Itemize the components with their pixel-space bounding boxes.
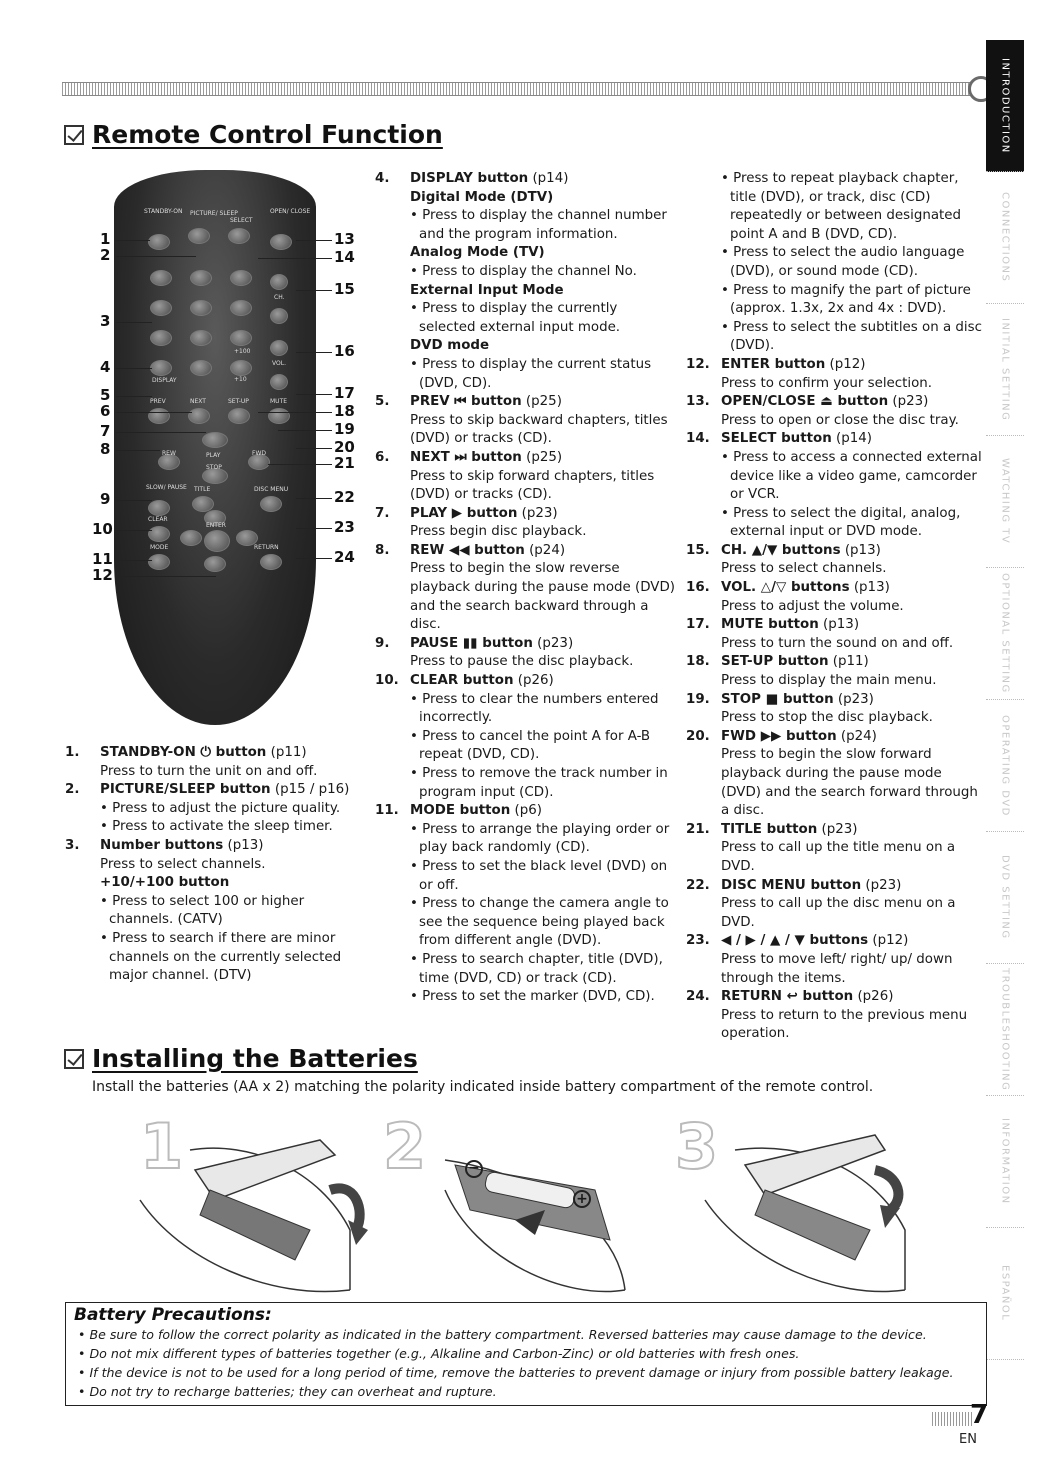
item-4 [375, 170, 675, 393]
page-ref: (p23) [517, 505, 558, 521]
item-title: PLAY ▶ button [410, 505, 518, 521]
prev-button[interactable] [148, 408, 170, 424]
page-ref: (p12) [825, 356, 866, 372]
digit-1-button[interactable] [150, 270, 172, 286]
plus-polarity-icon: + [573, 1190, 591, 1208]
callout-line [116, 530, 152, 531]
item-title: NEXT ⏭ button [410, 449, 522, 465]
page-ref: (p23) [888, 394, 929, 410]
label-rew: REW [162, 450, 176, 457]
item-bullet: • Press to set the black level (DVD) on or off. [410, 858, 675, 895]
callout-line [116, 432, 206, 433]
tab-espanol[interactable]: ESPAÑOL [986, 1228, 1024, 1360]
callout-1: 1 [100, 230, 111, 248]
item-bullet: • Press to select the subtitles on a disc (DVD). [721, 319, 982, 356]
page-ref: (p25) [521, 449, 563, 465]
battery-insertion-illustration [395, 1110, 645, 1300]
tab-watching-tv[interactable]: WATCHING TV [986, 436, 1024, 568]
item-desc: Press to call up the disc menu on a DVD. [721, 896, 956, 930]
callout-line [116, 256, 196, 257]
item-title: CH. ▲/▼ buttons [721, 542, 841, 558]
item-desc: Press to confirm your selection. [721, 375, 933, 391]
item-number: 1. [65, 745, 80, 760]
display-button[interactable] [150, 360, 172, 376]
callout-line [296, 558, 332, 559]
callout-line [296, 290, 332, 291]
item-number: 3. [65, 837, 80, 853]
precaution-item: • Do not mix different types of batteries together (e.g., Alkaline and Carbon-Zinc) or old batteries with fresh ones. [74, 1344, 978, 1363]
item-number: 9. [375, 635, 390, 651]
page-ref: (p24) [524, 542, 566, 558]
item-title: RETURN ↩ button [721, 989, 854, 1005]
page-ref: (p12) [868, 933, 909, 949]
callout-21: 21 [334, 454, 355, 472]
mode-button[interactable] [148, 554, 170, 570]
callout-6: 6 [100, 402, 111, 420]
item-title: DISPLAY button [410, 171, 529, 186]
item-subheading: Analog Mode (TV) [410, 245, 545, 261]
item-bullet: • Press to magnify the part of picture (approx. 1.3x, 2x and 4x : DVD). [721, 282, 982, 319]
item-bullet: • Press to search chapter, title (DVD), time (DVD, CD) or track (CD). [410, 951, 675, 988]
page-ref: (p23) [833, 691, 874, 707]
remote-heading [64, 120, 443, 149]
item-10 [375, 672, 675, 802]
battery-step-2 [383, 1110, 645, 1300]
callout-line [258, 412, 332, 413]
item-desc: Press begin disc playback. [410, 524, 587, 540]
callout-line [296, 352, 332, 353]
item-number: 4. [375, 171, 390, 186]
item-23 [686, 932, 982, 988]
label-picture: PICTURE/ SLEEP [190, 210, 238, 217]
page-ref: (p13) [223, 837, 264, 853]
item-17 [686, 616, 982, 653]
item-bullet: • Press to set the marker (DVD, CD). [410, 988, 675, 1007]
item-title: SET-UP button [721, 654, 829, 670]
item-bullet: • Press to arrange the playing order or play back randomly (CD). [410, 821, 675, 858]
callout-line [116, 500, 152, 501]
page-language: EN [959, 1432, 977, 1447]
vol-down-button[interactable] [270, 374, 288, 390]
item-title: ◀ / ▶ / ▲ / ▼ buttons [721, 933, 869, 949]
callout-3: 3 [100, 312, 111, 330]
callout-line [268, 464, 332, 465]
item-21 [686, 821, 982, 877]
item-number: 19. [686, 691, 710, 707]
item-3 [65, 837, 355, 986]
callout-9: 9 [100, 490, 111, 508]
label-play: PLAY [206, 452, 221, 459]
item-16 [686, 579, 982, 616]
column-1 [65, 744, 355, 986]
item-number: 14. [686, 431, 710, 447]
callout-7: 7 [100, 422, 111, 440]
item-title: MODE button [410, 803, 511, 819]
item-title: PAUSE ▮▮ button [410, 635, 533, 651]
item-title: CLEAR button [410, 673, 514, 689]
select-button[interactable] [228, 228, 250, 244]
callout-18: 18 [334, 402, 355, 420]
item-bullet: • Press to cancel the point A for A-B repeat (DVD, CD). [410, 728, 675, 765]
column-3 [686, 170, 982, 1044]
picture-sleep-button[interactable] [188, 228, 210, 244]
callout-line [296, 528, 332, 529]
item-subheading: DVD mode [410, 338, 490, 354]
label-return: RETURN [254, 544, 279, 551]
item-8 [375, 542, 675, 635]
label-plus100: +100 [234, 348, 251, 355]
page-ref: (p11) [828, 654, 869, 670]
item-bullet: • Press to display the channel No. [410, 263, 675, 282]
digit-6-button[interactable] [230, 300, 252, 316]
item-desc: Press to turn the unit on and off. [100, 763, 318, 779]
digit-8-button[interactable] [190, 330, 212, 346]
item-subheading: +10/+100 button [100, 875, 230, 891]
callout-line [258, 258, 332, 259]
tab-initial-setting[interactable]: INITIAL SETTING [986, 304, 1024, 436]
item-number: 11. [375, 803, 399, 819]
item-19 [686, 691, 982, 728]
page-ref: (p13) [818, 617, 860, 633]
remote-heading-text: Remote Control Function [92, 120, 443, 149]
callout-line [116, 368, 152, 369]
minus-polarity-icon: − [465, 1160, 483, 1178]
item-desc: Press to display the main menu. [721, 673, 937, 689]
pause-button[interactable] [148, 500, 170, 516]
callout-line [278, 430, 332, 431]
label-vol: VOL. [272, 360, 286, 367]
precautions-title: Battery Precautions: [74, 1305, 272, 1325]
label-display: DISPLAY [152, 377, 177, 384]
page-ref: (p14) [528, 171, 569, 186]
item-number: 13. [686, 394, 710, 410]
label-slow: SLOW/ PAUSE [146, 484, 187, 491]
item-bullet: • Press to search if there are minor channels on the currently selected major channel. (DTV) [100, 930, 355, 986]
item-bullet: • Press to repeat playback chapter, title (DVD), or track, disc (CD) repeatedly or between designated point A and B (DVD, CD). [721, 170, 982, 244]
page-ref: (p14) [831, 431, 872, 447]
item-bullet: • Press to change the camera angle to see the sequence being played back from different angle (DVD). [410, 895, 675, 951]
item-number: 5. [375, 394, 390, 410]
page-ref: (p6) [510, 803, 543, 819]
digit-9-button[interactable] [230, 330, 252, 346]
enter-button[interactable] [204, 530, 230, 552]
callout-22: 22 [334, 488, 355, 506]
page-ref: (p26) [853, 989, 894, 1005]
item-bullet: • Press to display the currently selected external input mode. [410, 300, 675, 337]
item-desc: Press to call up the title menu on a DVD. [721, 840, 956, 874]
page-number-stripe [932, 1412, 972, 1426]
page-ref: (p26) [513, 673, 554, 689]
item-desc: Press to skip backward chapters, titles (DVD) or tracks (CD). [410, 412, 668, 447]
tab-connections[interactable]: CONNECTIONS [986, 172, 1024, 304]
item-11 [375, 802, 675, 1007]
page-ref: (p11) [266, 745, 307, 760]
item-bullet: • Press to activate the sleep timer. [100, 818, 355, 837]
item-1 [65, 744, 355, 781]
left-arrow-button[interactable] [180, 530, 202, 546]
label-open: OPEN/ CLOSE [270, 208, 311, 215]
label-enter: ENTER [206, 522, 226, 529]
item-number: 17. [686, 617, 710, 633]
page-ref: (p15 / p16) [270, 782, 350, 798]
next-button[interactable] [188, 408, 210, 424]
disc-menu-button[interactable] [260, 496, 282, 512]
callout-23: 23 [334, 518, 355, 536]
tab-troubleshooting[interactable]: TROUBLESHOOTING [986, 964, 1024, 1096]
page-ref: (p23) [532, 635, 574, 651]
callout-line [296, 498, 332, 499]
precaution-item: • Do not try to recharge batteries; they can overheat and rupture. [74, 1382, 978, 1401]
item-title: FWD ▶▶ button [721, 728, 837, 744]
item-number: 20. [686, 728, 710, 744]
page-ref: (p23) [861, 877, 902, 893]
label-fwd: FWD [252, 450, 267, 457]
item-title: Number buttons [100, 837, 224, 853]
callout-13: 13 [334, 230, 355, 248]
digit-5-button[interactable] [190, 300, 212, 316]
batteries-heading-text: Installing the Batteries [92, 1044, 418, 1073]
item-number: 6. [375, 449, 390, 465]
callout-line [116, 396, 152, 397]
item-11-continued [686, 170, 982, 356]
item-20 [686, 728, 982, 821]
digit-2-button[interactable] [190, 270, 212, 286]
callout-20: 20 [334, 438, 355, 456]
item-title: MUTE button [721, 617, 819, 633]
ch-down-button[interactable] [270, 308, 288, 324]
tab-information[interactable]: INFORMATION [986, 1096, 1024, 1228]
item-title: REW ◀◀ button [410, 542, 525, 558]
item-bullet: • Press to select the audio language (DVD), or sound mode (CD). [721, 244, 982, 281]
batteries-heading [64, 1044, 418, 1073]
callout-11: 11 [92, 550, 113, 568]
item-number: 8. [375, 542, 390, 558]
battery-step-3 [675, 1110, 925, 1300]
precaution-item: • Be sure to follow the correct polarity as indicated in the battery compartment. Reversed batteries may cause damage to the device. [74, 1325, 978, 1344]
item-6 [375, 449, 675, 505]
item-number: 12. [686, 356, 710, 372]
tab-optional-setting[interactable]: OPTIONAL SETTING [986, 568, 1024, 700]
item-desc: Press to select channels. [100, 856, 266, 872]
tab-dvd-setting[interactable]: DVD SETTING [986, 832, 1024, 964]
label-mute: MUTE [270, 398, 288, 405]
open-close-button[interactable] [270, 234, 292, 250]
tab-introduction[interactable]: INTRODUCTION [986, 40, 1024, 172]
item-title: VOL. △/▽ buttons [721, 580, 850, 596]
item-9 [375, 635, 675, 672]
label-mode: MODE [150, 544, 169, 551]
item-desc: Press to move left/ right/ up/ down through the items. [721, 951, 953, 986]
item-18 [686, 653, 982, 690]
remote-body [114, 170, 316, 725]
page-ref: (p13) [849, 580, 890, 596]
item-bullet: • Press to select 100 or higher channels. (CATV) [100, 893, 355, 930]
item-number-blank [686, 170, 721, 356]
label-title: TITLE [194, 486, 211, 493]
item-number: 10. [375, 673, 399, 689]
callout-19: 19 [334, 420, 355, 438]
item-number: 24. [686, 989, 710, 1005]
setup-button[interactable] [228, 408, 250, 424]
item-22 [686, 877, 982, 933]
item-number: 15. [686, 542, 710, 558]
callout-2: 2 [100, 246, 111, 264]
item-title: TITLE button [721, 821, 818, 837]
section-tabs [986, 40, 1024, 1360]
callout-line [116, 322, 152, 323]
item-subheading: External Input Mode [410, 282, 564, 298]
precaution-item: • If the device is not to be used for a long period of time, remove the batteries to prevent damage or injury from possible battery leakage. [74, 1363, 978, 1382]
callout-line [116, 560, 152, 561]
item-number: 21. [686, 821, 710, 837]
step-number: 1 [140, 1110, 184, 1183]
battery-step-1 [120, 1110, 370, 1300]
item-15 [686, 542, 982, 579]
item-7 [375, 505, 675, 542]
item-number: 16. [686, 580, 710, 596]
item-desc: Press to open or close the disc tray. [721, 412, 959, 428]
item-14 [686, 430, 982, 542]
step-number: 2 [383, 1110, 427, 1183]
page-ref: (p24) [836, 728, 877, 744]
vol-up-button[interactable] [270, 340, 288, 356]
item-title: ENTER button [721, 356, 826, 372]
plus100-button[interactable] [230, 360, 252, 376]
tab-operating-dvd[interactable]: OPERATING DVD [986, 700, 1024, 832]
item-desc: Press to pause the disc playback. [410, 654, 634, 670]
digit-7-button[interactable] [150, 330, 172, 346]
item-number: 23. [686, 933, 710, 949]
label-stop: STOP [206, 464, 222, 471]
item-bullet: • Press to adjust the picture quality. [100, 800, 355, 819]
callout-line [116, 240, 150, 241]
page-ref: (p23) [817, 821, 858, 837]
label-plus10: +10 [234, 376, 247, 383]
item-number: 22. [686, 877, 710, 893]
step-number: 3 [675, 1110, 719, 1183]
label-select: SELECT [230, 217, 253, 224]
label-disc-menu: DISC MENU [254, 486, 289, 493]
callout-10: 10 [92, 520, 113, 538]
page-ref: (p25) [521, 394, 562, 410]
callout-line [116, 576, 216, 577]
item-number: 18. [686, 654, 710, 670]
item-bullet: • Press to display the current status (DVD, CD). [410, 356, 675, 393]
label-clear: CLEAR [148, 516, 168, 523]
item-desc: Press to stop the disc playback. [721, 710, 933, 726]
item-5 [375, 393, 675, 449]
item-bullet: • Press to select the digital, analog, external input or DVD mode. [721, 505, 982, 542]
item-title: PICTURE/SLEEP button [100, 782, 271, 798]
item-desc: Press to adjust the volume. [721, 598, 904, 614]
item-desc: Press to begin the slow reverse playback during the pause mode (DVD) and the search backward through a disc. [410, 561, 676, 633]
callout-line [116, 450, 160, 451]
item-bullet: • Press to remove the track number in program input (CD). [410, 765, 675, 802]
callout-line [116, 412, 192, 413]
battery-precautions-box [65, 1302, 987, 1406]
page-ref: (p13) [840, 542, 881, 558]
label-ch: CH. [274, 294, 285, 301]
item-number: 7. [375, 505, 390, 521]
page-number: 7 [970, 1400, 989, 1430]
item-desc: Press to skip forward chapters, titles (DVD) or tracks (CD). [410, 468, 655, 503]
digit-4-button[interactable] [150, 300, 172, 316]
callout-5: 5 [100, 386, 111, 404]
item-number: 2. [65, 782, 80, 798]
clear-button[interactable] [148, 526, 170, 542]
item-title: SELECT button [721, 431, 832, 447]
ch-up-button[interactable] [270, 274, 288, 290]
label-next: NEXT [190, 398, 206, 405]
item-desc: Press to turn the sound on and off. [721, 635, 954, 651]
digit-0-button[interactable] [190, 360, 212, 376]
digit-3-button[interactable] [230, 270, 252, 286]
item-subheading: Digital Mode (DTV) [410, 189, 554, 205]
column-2 [375, 170, 675, 1007]
down-arrow-button[interactable] [204, 556, 226, 572]
item-desc: Press to begin the slow forward playback during the pause mode (DVD) and the search forward through a disc. [721, 747, 978, 819]
checkbox-icon [64, 125, 84, 145]
label-prev: PREV [150, 398, 166, 405]
item-desc: Press to select channels. [721, 561, 887, 577]
label-standby: STANDBY-ON [144, 208, 183, 215]
callout-24: 24 [334, 548, 355, 566]
item-bullet: • Press to display the channel number and the program information. [410, 207, 675, 244]
mute-button[interactable] [268, 408, 290, 424]
play-button[interactable] [202, 432, 228, 448]
item-bullet: • Press to access a connected external device like a video game, camcorder or VCR. [721, 449, 982, 505]
label-setup: SET-UP [228, 398, 249, 405]
item-title: OPEN/CLOSE ⏏ button [721, 394, 889, 410]
item-desc: Press to return to the previous menu operation. [721, 1007, 968, 1042]
checkbox-icon [64, 1049, 84, 1069]
batteries-description: Install the batteries (AA x 2) matching the polarity indicated inside battery compartment of the remote control. [92, 1079, 874, 1095]
callout-17: 17 [334, 384, 355, 402]
callout-line [296, 394, 332, 395]
callout-line [296, 448, 332, 449]
item-13 [686, 393, 982, 430]
callout-8: 8 [100, 440, 111, 458]
standby-button[interactable] [148, 234, 170, 250]
header-rule [62, 82, 984, 96]
return-button[interactable] [260, 554, 282, 570]
callout-14: 14 [334, 248, 355, 266]
item-12 [686, 356, 982, 393]
callout-16: 16 [334, 342, 355, 360]
remote-illustration [78, 162, 368, 727]
callout-15: 15 [334, 280, 355, 298]
item-title: PREV ⏮ button [410, 394, 522, 410]
callout-12: 12 [92, 566, 113, 584]
item-24 [686, 988, 982, 1044]
item-title: STOP ■ button [721, 691, 834, 707]
callout-line [296, 240, 332, 241]
callout-4: 4 [100, 358, 111, 376]
item-bullet: • Press to clear the numbers entered incorrectly. [410, 691, 675, 728]
item-2 [65, 781, 355, 837]
item-title: DISC MENU button [721, 877, 862, 893]
item-title: STANDBY-ON ⏻ button [100, 745, 267, 760]
